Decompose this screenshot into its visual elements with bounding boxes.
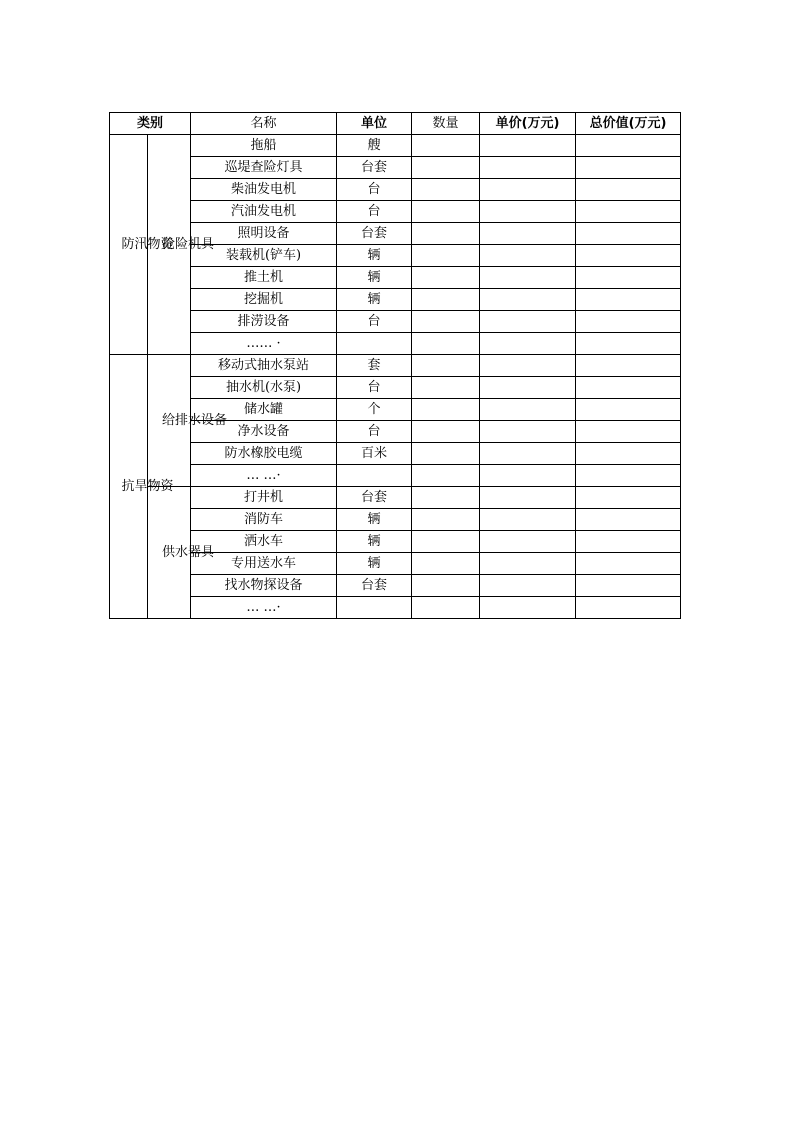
item-name: 专用送水车 — [191, 553, 337, 575]
quantity-cell — [412, 399, 480, 421]
item-name: 装载机(铲车) — [191, 245, 337, 267]
item-name: 洒水车 — [191, 531, 337, 553]
total-value-cell — [576, 333, 681, 355]
unit-price-cell — [480, 355, 576, 377]
total-value-cell — [576, 201, 681, 223]
quantity-cell — [412, 135, 480, 157]
total-value-cell — [576, 223, 681, 245]
item-unit: 台 — [337, 311, 412, 333]
item-name: …… · — [191, 333, 337, 355]
item-unit: 套 — [337, 355, 412, 377]
subgroup-rescue-machinery: 抢险机具 — [148, 135, 191, 355]
unit-price-cell — [480, 157, 576, 179]
total-value-cell — [576, 597, 681, 619]
unit-price-cell — [480, 245, 576, 267]
item-name: … …· — [191, 465, 337, 487]
quantity-cell — [412, 289, 480, 311]
unit-price-cell — [480, 201, 576, 223]
table-row — [110, 157, 681, 179]
header-row — [110, 113, 681, 135]
item-name: 推土机 — [191, 267, 337, 289]
unit-price-cell — [480, 311, 576, 333]
unit-price-cell — [480, 289, 576, 311]
unit-price-cell — [480, 487, 576, 509]
quantity-cell — [412, 223, 480, 245]
header-unit: 单位 — [337, 113, 412, 135]
total-value-cell — [576, 531, 681, 553]
header-unit-price: 单价(万元) — [480, 113, 576, 135]
materials-table — [109, 112, 681, 619]
item-name: 拖船 — [191, 135, 337, 157]
quantity-cell — [412, 553, 480, 575]
unit-price-cell — [480, 531, 576, 553]
item-name: 巡堤查险灯具 — [191, 157, 337, 179]
unit-price-cell — [480, 509, 576, 531]
item-unit: 辆 — [337, 245, 412, 267]
item-name: 储水罐 — [191, 399, 337, 421]
unit-price-cell — [480, 399, 576, 421]
group-drought: 抗旱物资 — [110, 355, 148, 619]
unit-price-cell — [480, 333, 576, 355]
total-value-cell — [576, 421, 681, 443]
item-name: 防水橡胶电缆 — [191, 443, 337, 465]
unit-price-cell — [480, 465, 576, 487]
item-unit: 艘 — [337, 135, 412, 157]
quantity-cell — [412, 157, 480, 179]
table-row — [110, 443, 681, 465]
quantity-cell — [412, 179, 480, 201]
table-row — [110, 311, 681, 333]
item-name: … …· — [191, 597, 337, 619]
unit-price-cell — [480, 267, 576, 289]
quantity-cell — [412, 421, 480, 443]
item-unit: 辆 — [337, 509, 412, 531]
header-quantity: 数量 — [412, 113, 480, 135]
item-unit — [337, 465, 412, 487]
unit-price-cell — [480, 597, 576, 619]
quantity-cell — [412, 509, 480, 531]
header-category: 类别 — [110, 113, 191, 135]
quantity-cell — [412, 355, 480, 377]
unit-price-cell — [480, 443, 576, 465]
item-name: 打井机 — [191, 487, 337, 509]
table-row — [110, 267, 681, 289]
table-row — [110, 355, 681, 377]
total-value-cell — [576, 487, 681, 509]
total-value-cell — [576, 575, 681, 597]
quantity-cell — [412, 531, 480, 553]
item-unit: 辆 — [337, 289, 412, 311]
item-unit: 辆 — [337, 553, 412, 575]
subgroup-water-supply-equipment: 供水器具 — [148, 487, 191, 619]
item-name: 挖掘机 — [191, 289, 337, 311]
item-unit: 台套 — [337, 487, 412, 509]
item-name: 消防车 — [191, 509, 337, 531]
item-unit: 台 — [337, 179, 412, 201]
quantity-cell — [412, 487, 480, 509]
total-value-cell — [576, 135, 681, 157]
quantity-cell — [412, 245, 480, 267]
quantity-cell — [412, 465, 480, 487]
total-value-cell — [576, 509, 681, 531]
item-unit: 台 — [337, 421, 412, 443]
item-unit: 辆 — [337, 531, 412, 553]
total-value-cell — [576, 465, 681, 487]
group-flood: 防汛物资 — [110, 135, 148, 355]
total-value-cell — [576, 355, 681, 377]
item-name: 抽水机(水泵) — [191, 377, 337, 399]
item-unit: 百米 — [337, 443, 412, 465]
item-unit: 台 — [337, 377, 412, 399]
unit-price-cell — [480, 421, 576, 443]
item-unit: 台套 — [337, 157, 412, 179]
total-value-cell — [576, 267, 681, 289]
table-row — [110, 179, 681, 201]
item-name: 排涝设备 — [191, 311, 337, 333]
unit-price-cell — [480, 223, 576, 245]
table-row — [110, 597, 681, 619]
total-value-cell — [576, 377, 681, 399]
item-name: 柴油发电机 — [191, 179, 337, 201]
item-unit: 台套 — [337, 223, 412, 245]
quantity-cell — [412, 267, 480, 289]
total-value-cell — [576, 311, 681, 333]
item-unit — [337, 597, 412, 619]
table-row — [110, 289, 681, 311]
table-row — [110, 465, 681, 487]
quantity-cell — [412, 443, 480, 465]
total-value-cell — [576, 245, 681, 267]
unit-price-cell — [480, 135, 576, 157]
total-value-cell — [576, 157, 681, 179]
subgroup-water-supply-drainage: 给排水设备 — [148, 355, 191, 487]
total-value-cell — [576, 553, 681, 575]
table-row — [110, 135, 681, 157]
header-name: 名称 — [191, 113, 337, 135]
item-name: 净水设备 — [191, 421, 337, 443]
item-unit: 辆 — [337, 267, 412, 289]
total-value-cell — [576, 289, 681, 311]
table-row — [110, 575, 681, 597]
unit-price-cell — [480, 377, 576, 399]
quantity-cell — [412, 201, 480, 223]
header-total-value: 总价值(万元) — [576, 113, 681, 135]
unit-price-cell — [480, 553, 576, 575]
quantity-cell — [412, 597, 480, 619]
item-name: 照明设备 — [191, 223, 337, 245]
unit-price-cell — [480, 575, 576, 597]
quantity-cell — [412, 311, 480, 333]
unit-price-cell — [480, 179, 576, 201]
item-unit: 台套 — [337, 575, 412, 597]
item-name: 汽油发电机 — [191, 201, 337, 223]
table-row — [110, 377, 681, 399]
table-row — [110, 201, 681, 223]
quantity-cell — [412, 575, 480, 597]
total-value-cell — [576, 443, 681, 465]
table-row — [110, 509, 681, 531]
item-name: 找水物探设备 — [191, 575, 337, 597]
item-unit: 个 — [337, 399, 412, 421]
quantity-cell — [412, 333, 480, 355]
table-row — [110, 333, 681, 355]
total-value-cell — [576, 399, 681, 421]
quantity-cell — [412, 377, 480, 399]
item-name: 移动式抽水泵站 — [191, 355, 337, 377]
item-unit — [337, 333, 412, 355]
total-value-cell — [576, 179, 681, 201]
item-unit: 台 — [337, 201, 412, 223]
table-row — [110, 487, 681, 509]
